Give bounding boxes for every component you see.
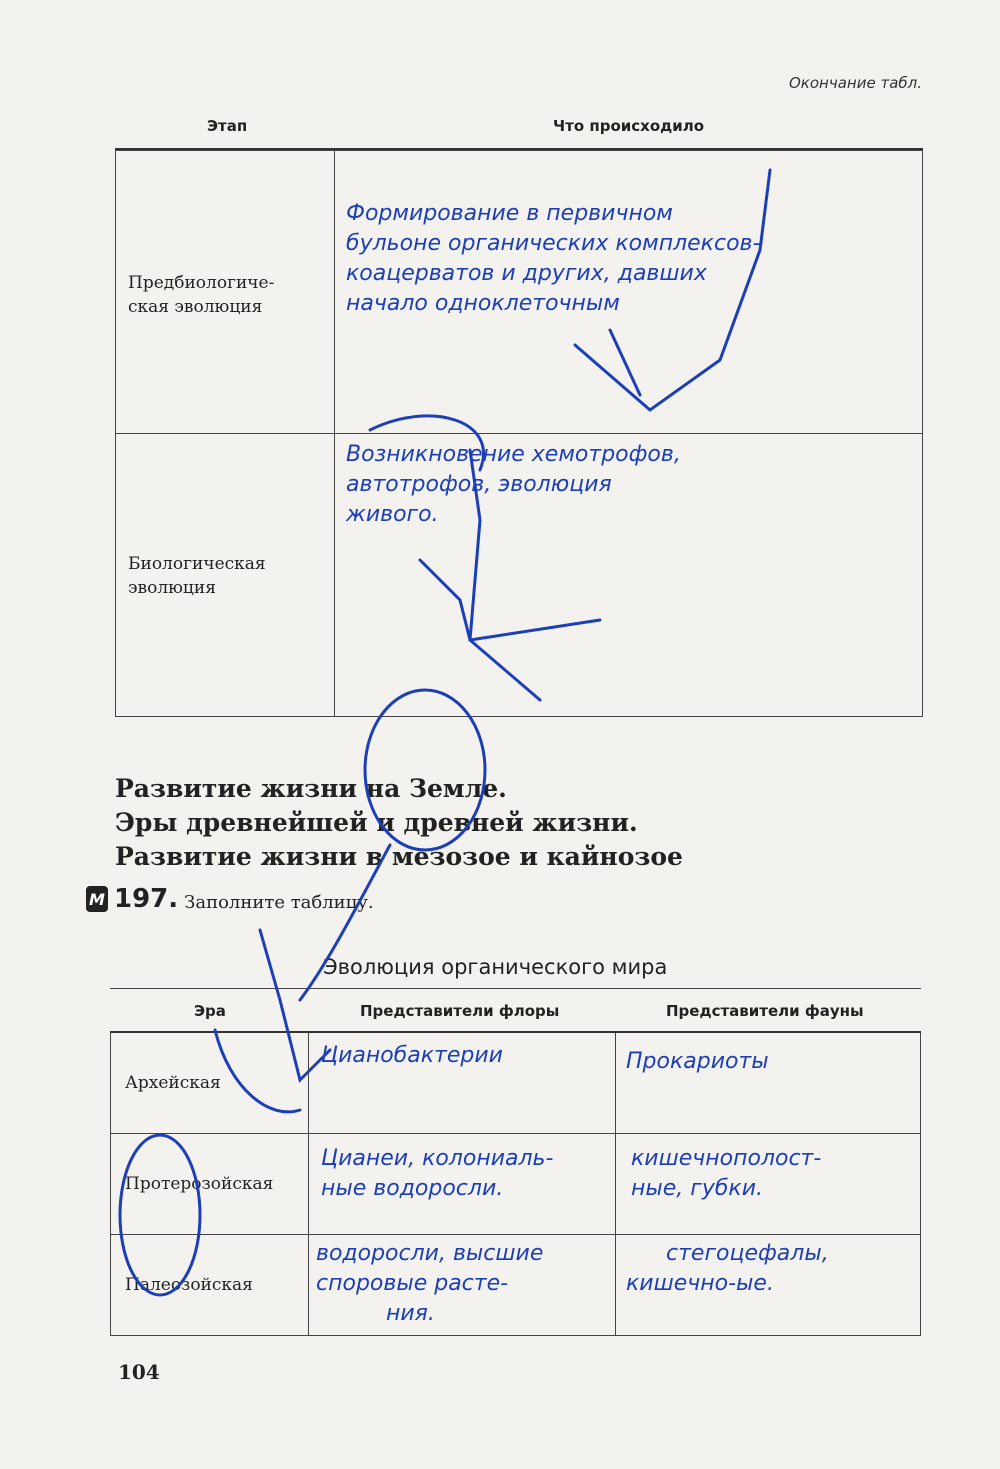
section-heading	[115, 772, 683, 874]
handwriting-line: живого.	[346, 502, 439, 527]
handwriting-line: ния.	[386, 1301, 435, 1326]
handwriting-line: ные водоросли.	[321, 1176, 504, 1201]
m-icon: М	[86, 886, 108, 912]
handwriting-line: Цианеи, колониаль-	[321, 1146, 554, 1171]
table-row	[110, 1235, 921, 1336]
handwriting-line: кишечнополост-	[631, 1146, 822, 1171]
table-row	[115, 150, 923, 434]
evolution-table-header	[110, 988, 921, 1033]
era-label: Протерозойская	[125, 1174, 274, 1194]
stages-table-header	[115, 104, 923, 150]
header-what-happened: Что происходило	[553, 117, 705, 135]
heading-line: Эры древнейшей и древней жизни.	[115, 808, 638, 837]
handwriting-line: споровые расте-	[316, 1271, 509, 1296]
table-continuation-note: Окончание табл.	[789, 74, 922, 92]
page-number: 104	[118, 1360, 160, 1384]
header-flora: Представители флоры	[360, 1002, 560, 1020]
column-divider	[308, 1235, 309, 1335]
column-divider	[615, 1033, 616, 1133]
era-label: Архейская	[125, 1073, 221, 1093]
handwriting-line: Возникновение хемотрофов,	[346, 442, 681, 467]
handwriting-line: Прокариоты	[626, 1049, 769, 1074]
table-title: Эволюция органического мира	[323, 955, 668, 979]
task-number: 197.	[114, 884, 179, 914]
flora-answer	[321, 1144, 553, 1204]
column-divider	[615, 1134, 616, 1234]
handwriting-line: автотрофов, эволюция	[346, 472, 612, 497]
handwriting-line: Цианобактерии	[321, 1043, 503, 1068]
stage-label: Биологическая эволюция	[128, 554, 266, 598]
table-row	[115, 434, 923, 717]
fauna-answer	[631, 1144, 821, 1204]
handwritten-answer	[346, 199, 760, 319]
handwriting-line: коацерватов и других, давших	[346, 261, 707, 286]
handwriting-line: ные, губки.	[631, 1176, 763, 1201]
fauna-answer	[626, 1239, 829, 1299]
column-divider	[308, 1134, 309, 1234]
stages-table	[115, 104, 923, 717]
flora-answer	[321, 1041, 503, 1071]
column-divider	[615, 1235, 616, 1335]
header-fauna: Представители фауны	[666, 1002, 864, 1020]
table-row	[110, 1134, 921, 1235]
era-label: Палеозойская	[125, 1275, 253, 1295]
evolution-table	[110, 988, 921, 1336]
table-row	[110, 1033, 921, 1134]
header-era: Эра	[194, 1002, 226, 1020]
handwritten-answer	[346, 440, 681, 530]
handwriting-line: начало одноклеточным	[346, 291, 620, 316]
task-197	[86, 884, 374, 914]
stage-label: Предбиологиче- ская эволюция	[128, 273, 275, 317]
heading-line: Развитие жизни на Земле.	[115, 774, 507, 803]
heading-line: Развитие жизни в мезозое и кайнозое	[115, 842, 683, 871]
handwriting-line: Формирование в первичном	[346, 201, 673, 226]
task-text: Заполните таблицу.	[184, 891, 374, 913]
column-divider	[308, 1033, 309, 1133]
handwriting-line: стегоцефалы,	[666, 1241, 829, 1266]
handwriting-line: водоросли, высшие	[316, 1241, 544, 1266]
flora-answer	[316, 1239, 543, 1329]
handwriting-line: кишечно-ые.	[626, 1271, 774, 1296]
handwriting-line: бульоне органических комплексов-	[346, 231, 761, 256]
fauna-answer	[626, 1047, 769, 1077]
header-stage: Этап	[207, 117, 248, 135]
